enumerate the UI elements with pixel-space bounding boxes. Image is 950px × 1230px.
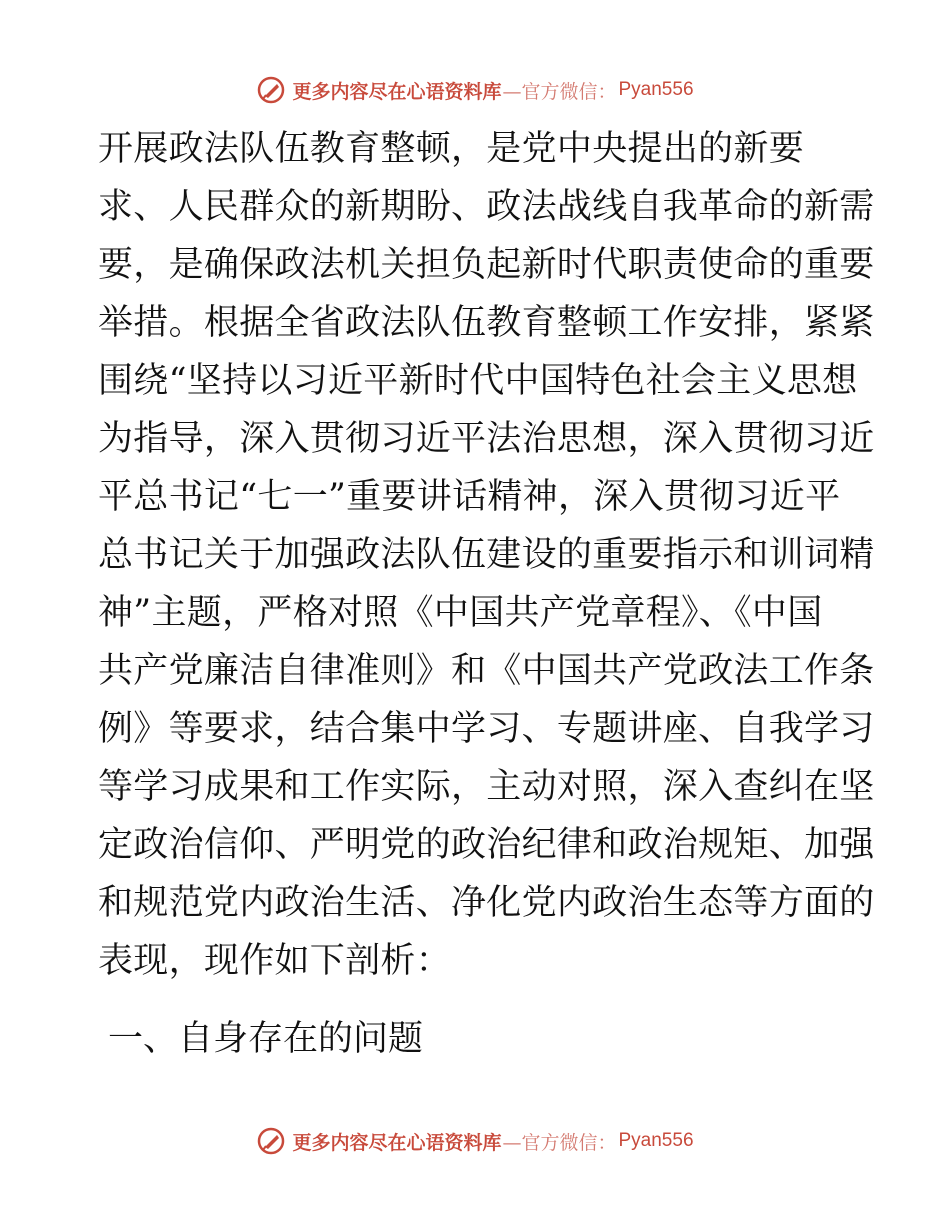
footer-banner: [0, 1121, 950, 1161]
body-line: 定政治信仰、严明党的政治纪律和政治规矩、加强: [98, 825, 875, 865]
banner-wechat-id: Pyan556: [618, 79, 694, 100]
body-line: 和规范党内政治生活、净化党内政治生态等方面的: [98, 883, 875, 923]
section-heading: 一、自身存在的问题: [108, 1019, 424, 1059]
banner-separator-text: —官方微信：: [502, 80, 617, 103]
body-line: 围绕“坚持以习近平新时代中国特色社会主义思想: [98, 361, 858, 401]
header-banner: [0, 70, 950, 110]
body-line: 为指导，深入贯彻习近平法治思想，深入贯彻习近: [98, 419, 875, 459]
body-line: 要，是确保政法机关担负起新时代职责使命的重要: [98, 245, 875, 285]
body-line: 等学习成果和工作实际，主动对照，深入查纠在坚: [98, 767, 875, 807]
banner-main-text: 更多内容尽在心语资料库: [292, 1131, 502, 1154]
quill-pen-icon: [256, 1126, 286, 1156]
body-line: 总书记关于加强政法队伍建设的重要指示和训词精: [98, 535, 875, 575]
body-line: 例》等要求，结合集中学习、专题讲座、自我学习: [98, 709, 875, 749]
banner-separator-text: —官方微信：: [502, 1131, 617, 1154]
document-body: [98, 120, 875, 990]
banner-main-text: 更多内容尽在心语资料库: [292, 80, 502, 103]
quill-pen-icon: [256, 75, 286, 105]
banner-wechat-id: Pyan556: [618, 1130, 694, 1151]
body-line: 表现，现作如下剖析：: [98, 941, 452, 981]
body-line: 举措。根据全省政法队伍教育整顿工作安排，紧紧: [98, 303, 875, 343]
body-line: 开展政法队伍教育整顿，是党中央提出的新要: [98, 129, 805, 169]
body-line: 共产党廉洁自律准则》和《中国共产党政法工作条: [98, 651, 875, 691]
body-line: 神”主题，严格对照《中国共产党章程》、《中国: [98, 593, 823, 633]
body-line: 平总书记“七一”重要讲话精神，深入贯彻习近平: [98, 477, 841, 517]
body-line: 求、人民群众的新期盼、政法战线自我革命的新需: [98, 187, 875, 227]
